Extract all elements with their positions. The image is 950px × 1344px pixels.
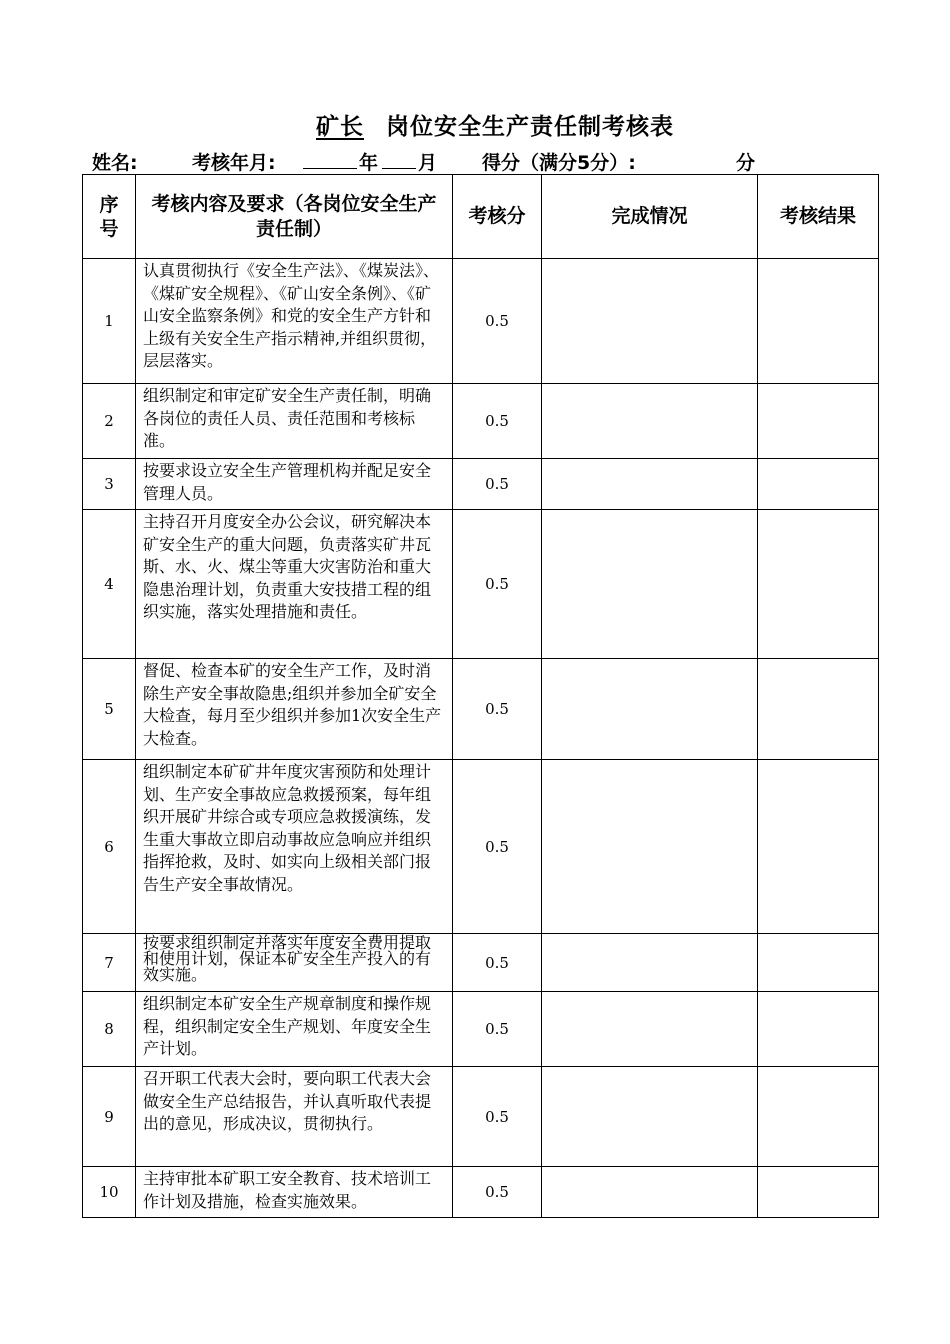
- row-score: 0.5: [453, 659, 542, 760]
- title-role-blank: [276, 108, 386, 141]
- header-status: 完成情况: [542, 175, 758, 259]
- row-status-cell[interactable]: [542, 1067, 758, 1167]
- row-result-cell[interactable]: [758, 259, 879, 384]
- row-score: 0.5: [453, 459, 542, 510]
- row-content: 组织制定本矿安全生产规章制度和操作规程，组织制定安全生产规划、年度安全生产计划。: [136, 992, 453, 1067]
- row-score: 0.5: [453, 384, 542, 459]
- row-number: 10: [83, 1167, 136, 1218]
- row-score: 0.5: [453, 510, 542, 659]
- table-row: [83, 760, 879, 934]
- row-content: 按要求组织制定并落实年度安全费用提取和使用计划，保证本矿安全生产投入的有效实施。: [136, 934, 453, 992]
- row-number: 8: [83, 992, 136, 1067]
- row-status-cell[interactable]: [542, 1167, 758, 1218]
- row-result-cell[interactable]: [758, 760, 879, 934]
- row-number: 3: [83, 459, 136, 510]
- row-result-cell[interactable]: [758, 384, 879, 459]
- row-result-cell[interactable]: [758, 659, 879, 760]
- row-score: 0.5: [453, 760, 542, 934]
- row-content: 主持审批本矿职工安全教育、技术培训工作计划及措施，检查实施效果。: [136, 1167, 453, 1218]
- row-result-cell[interactable]: [758, 510, 879, 659]
- table-row: [83, 1067, 879, 1167]
- row-content: 组织制定本矿矿井年度灾害预防和处理计划、生产安全事故应急救援预案，每年组织开展矿井综合或专项应急救援演练，发生重大事故立即启动事故应急响应并组织指挥抢救，及时、如实向上级相关部门报告生产安全事故情况。: [136, 760, 453, 934]
- table-row: [83, 992, 879, 1067]
- row-result-cell[interactable]: [758, 992, 879, 1067]
- title-role: 矿长: [316, 114, 364, 140]
- month-blank[interactable]: [382, 148, 416, 169]
- row-content: 召开职工代表大会时，要向职工代表大会做安全生产总结报告，并认真听取代表提出的意见，形成决议，贯彻执行。: [136, 1067, 453, 1167]
- form-meta: [92, 148, 872, 176]
- row-score: 0.5: [453, 1067, 542, 1167]
- row-content: 按要求设立安全生产管理机构并配足安全管理人员。: [136, 459, 453, 510]
- table-row: [83, 934, 879, 992]
- score-label: 得分（满分5分）:: [482, 152, 636, 174]
- header-content: 考核内容及要求（各岗位安全生产责任制）: [136, 175, 453, 259]
- header-result: 考核结果: [758, 175, 879, 259]
- title-text: 岗位安全生产责任制考核表: [386, 114, 674, 140]
- date-label: 考核年月:: [192, 152, 276, 174]
- year-label: 年: [359, 152, 379, 174]
- row-content: 督促、检查本矿的安全生产工作，及时消除生产安全事故隐患;组织并参加全矿安全大检查，每月至少组织并参加1次安全生产大检查。: [136, 659, 453, 760]
- row-result-cell[interactable]: [758, 1167, 879, 1218]
- row-status-cell[interactable]: [542, 384, 758, 459]
- row-number: 9: [83, 1067, 136, 1167]
- row-number: 1: [83, 259, 136, 384]
- row-result-cell[interactable]: [758, 934, 879, 992]
- row-content: 组织制定和审定矿安全生产责任制，明确各岗位的责任人员、责任范围和考核标准。: [136, 384, 453, 459]
- row-status-cell[interactable]: [542, 259, 758, 384]
- row-status-cell[interactable]: [542, 934, 758, 992]
- table-row: [83, 384, 879, 459]
- row-number: 4: [83, 510, 136, 659]
- row-number: 5: [83, 659, 136, 760]
- year-blank[interactable]: [303, 148, 357, 169]
- table-header-row: [83, 175, 879, 259]
- row-status-cell[interactable]: [542, 992, 758, 1067]
- row-result-cell[interactable]: [758, 459, 879, 510]
- header-points: 考核分: [453, 175, 542, 259]
- table-row: [83, 459, 879, 510]
- row-status-cell[interactable]: [542, 459, 758, 510]
- row-content: 主持召开月度安全办公会议，研究解决本矿安全生产的重大问题，负责落实矿井瓦斯、水、火、煤尘等重大灾害防治和重大隐患治理计划，负责重大安技措工程的组织实施，落实处理措施和责任。: [136, 510, 453, 659]
- row-score: 0.5: [453, 934, 542, 992]
- month-label: 月: [418, 152, 438, 174]
- table-row: [83, 259, 879, 384]
- row-score: 0.5: [453, 259, 542, 384]
- row-status-cell[interactable]: [542, 760, 758, 934]
- row-status-cell[interactable]: [542, 510, 758, 659]
- name-label: 姓名:: [92, 152, 138, 174]
- table-row: [83, 659, 879, 760]
- table-row: [83, 1167, 879, 1218]
- row-content: 认真贯彻执行《安全生产法》、《煤炭法》、《煤矿安全规程》、《矿山安全条例》、《矿山安全监察条例》和党的安全生产方针和上级有关安全生产指示精神,并组织贯彻，层层落实。: [136, 259, 453, 384]
- header-seq: 序号: [83, 175, 136, 259]
- assessment-table: [82, 174, 879, 1218]
- row-score: 0.5: [453, 1167, 542, 1218]
- table-row: [83, 510, 879, 659]
- row-result-cell[interactable]: [758, 1067, 879, 1167]
- row-number: 2: [83, 384, 136, 459]
- row-score: 0.5: [453, 992, 542, 1067]
- row-number: 7: [83, 934, 136, 992]
- row-status-cell[interactable]: [542, 659, 758, 760]
- score-unit: 分: [736, 152, 756, 174]
- form-title: [0, 108, 950, 141]
- row-number: 6: [83, 760, 136, 934]
